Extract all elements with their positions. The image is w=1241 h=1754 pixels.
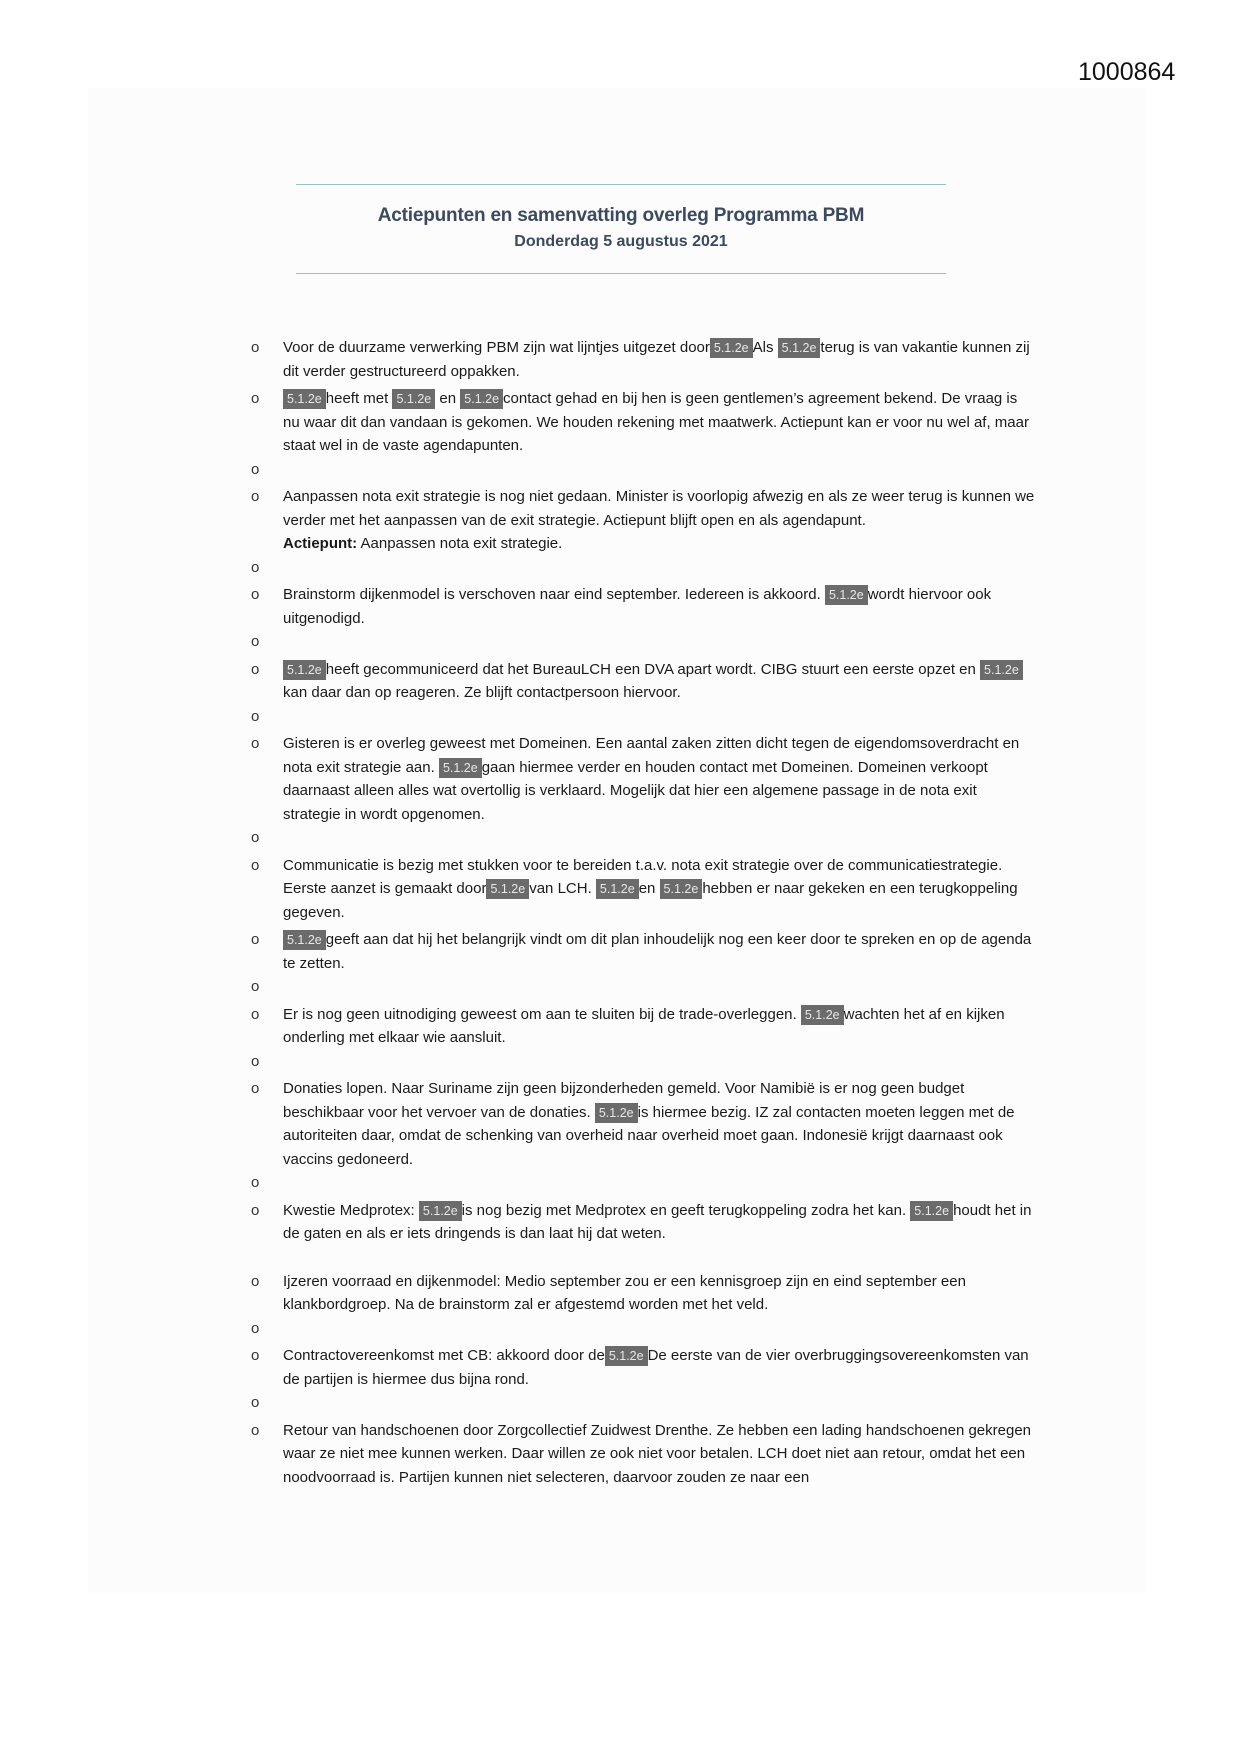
list-item-text: Aanpassen nota exit strategie is nog niet gedaan. Minister is voorlopig afwezig en als ze weer terug is kunnen we verder met het aanpassen van de exit strategie. Actiepunt blijft open en als agendapunt. Actiepunt: Aanpassen nota exit strategie. — [283, 488, 1035, 552]
list-item — [248, 1344, 1038, 1391]
redaction-box: 5.1.2e — [605, 1346, 648, 1366]
list-item — [248, 336, 1038, 383]
bullet-icon: o — [251, 1052, 260, 1070]
list-item-text: Kwestie Medprotex: 5.1.2e is nog bezig met Medprotex en geeft terugkoppeling zodra het kan. 5.1.2e houdt het in de gaten en als er iets dringends is dan laat hij dat weten. — [283, 1201, 1032, 1242]
empty-list-item — [248, 826, 1038, 850]
bottom-rule — [296, 273, 946, 274]
redaction-box: 5.1.2e — [710, 338, 753, 358]
bullet-icon: o — [251, 460, 260, 478]
list-item-text: Retour van handschoenen door Zorgcollectief Zuidwest Drenthe. Ze hebben een lading handschoenen gekregen waar ze niet mee kunnen werken. Daar willen ze ook niet voor betalen. LCH doet niet aan retour, omdat het een noodvoorraad is. Partijen kunnen niet selecteren, daarvoor zouden ze naar een — [283, 1421, 1032, 1486]
bullet-icon: o — [251, 735, 260, 752]
redaction-box: 5.1.2e — [283, 930, 326, 950]
list-item — [248, 854, 1038, 925]
bullet-icon: o — [251, 339, 260, 356]
list-item — [248, 1003, 1038, 1050]
document-date: Donderdag 5 augustus 2021 — [514, 233, 728, 250]
bullet-icon: o — [251, 1201, 260, 1219]
redaction-box: 5.1.2e — [778, 338, 821, 358]
redaction-box: 5.1.2e — [460, 389, 503, 409]
empty-list-item — [248, 458, 1038, 482]
list-item — [248, 583, 1038, 630]
bullet-icon: o — [251, 829, 260, 846]
redaction-box: 5.1.2e — [910, 1201, 953, 1221]
empty-list-item — [248, 975, 1038, 999]
empty-list-item — [248, 1391, 1038, 1415]
redaction-box: 5.1.2e — [596, 879, 639, 899]
list-item-text: Er is nog geen uitnodiging geweest om aan te sluiten bij de trade-overleggen. 5.1.2e wachten het af en kijken onderling met elkaar wie aansluit. — [283, 1005, 1005, 1046]
list-item-text: Voor de duurzame verwerking PBM zijn wat lijntjes uitgezet door 5.1.2e Als 5.1.2e terug is van vakantie kunnen zij dit verder gestructureerd oppakken. — [283, 339, 1030, 380]
redaction-box: 5.1.2e — [419, 1201, 462, 1221]
list-item-text: 5.1.2e geeft aan dat hij het belangrijk vindt om dit plan inhoudelijk nog een keer door te spreken en op de agenda te zetten. — [283, 931, 1032, 972]
document-number: 1000864 — [1078, 58, 1176, 86]
empty-list-item — [248, 1317, 1038, 1341]
list-item — [248, 387, 1038, 458]
list-item-text: 5.1.2e heeft met 5.1.2e en 5.1.2e contact gehad en bij hen is geen gentlemen’s agreement bekend. De vraag is nu waar dit dan vandaan is gekomen. We houden rekening met maatwerk. Actiepunt kan er voor nu wel af, maar staat wel in de vaste agendapunten. — [283, 390, 1029, 454]
redaction-box: 5.1.2e — [486, 879, 529, 899]
bullet-icon: o — [251, 660, 260, 678]
list-item-text: 5.1.2e heeft gecommuniceerd dat het BureauLCH een DVA apart wordt. CIBG stuurt een eerste opzet en 5.1.2ekan daar dan op reageren. Ze blijft contactpersoon hiervoor. — [283, 661, 1023, 702]
list-item-text: Brainstorm dijkenmodel is verschoven naar eind september. Iedereen is akkoord. 5.1.2e wordt hiervoor ook uitgenodigd. — [283, 586, 992, 627]
title-block — [296, 184, 946, 274]
list-item — [248, 1077, 1038, 1171]
list-item-text: Gisteren is er overleg geweest met Domeinen. Een aantal zaken zitten dicht tegen de eigendomsoverdracht en nota exit strategie aan. 5.1.2e gaan hiermee verder en houden contact met Domeinen. Domeinen verkoopt daarnaast alleen alles wat overtollig is verklaard. Mogelijk dat hier een algemene passage in de nota exit strategie in wordt opgenomen. — [283, 735, 1020, 823]
list-item — [248, 658, 1038, 705]
empty-list-item — [248, 1171, 1038, 1195]
document-title: Actiepunten en samenvatting overleg Programma PBM — [377, 205, 865, 226]
bullet-icon: o — [251, 931, 260, 948]
bullet-icon: o — [251, 633, 260, 650]
list-item-text: Donaties lopen. Naar Suriname zijn geen bijzonderheden gemeld. Voor Namibië is er nog geen budget beschikbaar voor het vervoer van de donaties. 5.1.2e is hiermee bezig. IZ zal contacten moeten leggen met de autoriteiten daar, omdat de schenking van overheid naar overheid moet gaan. Indonesië krijgt daarnaast ook vaccins gedoneerd. — [283, 1080, 1015, 1168]
bullet-icon: o — [251, 586, 260, 603]
list-item-text: Communicatie is bezig met stukken voor te bereiden t.a.v. nota exit strategie over de communicatiestrategie. Eerste aanzet is gemaakt door 5.1.2e van LCH. 5.1.2e en 5.1.2e hebben er naar gekeken en een terugkoppeling gegeven. — [283, 856, 1018, 921]
bullet-icon: o — [251, 1174, 260, 1191]
bullet-icon: o — [251, 1394, 260, 1411]
action-point-label: Actiepunt: — [283, 535, 358, 552]
list-item — [248, 928, 1038, 975]
list-item — [248, 732, 1038, 826]
redaction-box: 5.1.2e — [283, 389, 326, 409]
bullet-icon: o — [251, 1319, 260, 1337]
action-point-text: Aanpassen nota exit strategie. — [357, 535, 563, 552]
action-list — [248, 332, 1038, 1489]
bullet-icon: o — [251, 1005, 260, 1023]
redaction-box: 5.1.2e — [283, 660, 326, 680]
bullet-icon: o — [251, 856, 260, 874]
list-item — [248, 485, 1038, 556]
redaction-box: 5.1.2e — [392, 389, 435, 409]
list-item — [248, 1199, 1038, 1246]
redaction-box: 5.1.2e — [801, 1005, 844, 1025]
list-item-text: Ijzeren voorraad en dijkenmodel: Medio september zou er een kennisgroep zijn en eind september een klankbordgroep. Na de brainstorm zal er afgestemd worden met het veld. — [283, 1272, 966, 1313]
empty-list-item — [248, 705, 1038, 729]
top-rule — [296, 184, 946, 185]
list-item — [248, 1270, 1038, 1317]
list-spacer — [248, 1246, 1038, 1266]
bullet-icon: o — [251, 1272, 260, 1290]
list-item-text: Contractovereenkomst met CB: akkoord door de 5.1.2e De eerste van de vier overbruggingsovereenkomsten van de partijen is hiermee dus bijna rond. — [283, 1347, 1029, 1388]
empty-list-item — [248, 1050, 1038, 1074]
bullet-icon: o — [251, 1421, 260, 1439]
list-item — [248, 1419, 1038, 1490]
bullet-icon: o — [251, 707, 260, 725]
redaction-box: 5.1.2e — [980, 660, 1023, 680]
bullet-icon: o — [251, 488, 260, 505]
bullet-icon: o — [251, 1347, 260, 1364]
redaction-box: 5.1.2e — [660, 879, 703, 899]
redaction-box: 5.1.2e — [595, 1103, 638, 1123]
bullet-icon: o — [251, 558, 260, 576]
bullet-icon: o — [251, 978, 260, 995]
bullet-icon: o — [251, 390, 260, 407]
bullet-icon: o — [251, 1080, 260, 1097]
empty-list-item — [248, 556, 1038, 580]
empty-list-item — [248, 630, 1038, 654]
redaction-box: 5.1.2e — [439, 758, 482, 778]
redaction-box: 5.1.2e — [825, 585, 868, 605]
